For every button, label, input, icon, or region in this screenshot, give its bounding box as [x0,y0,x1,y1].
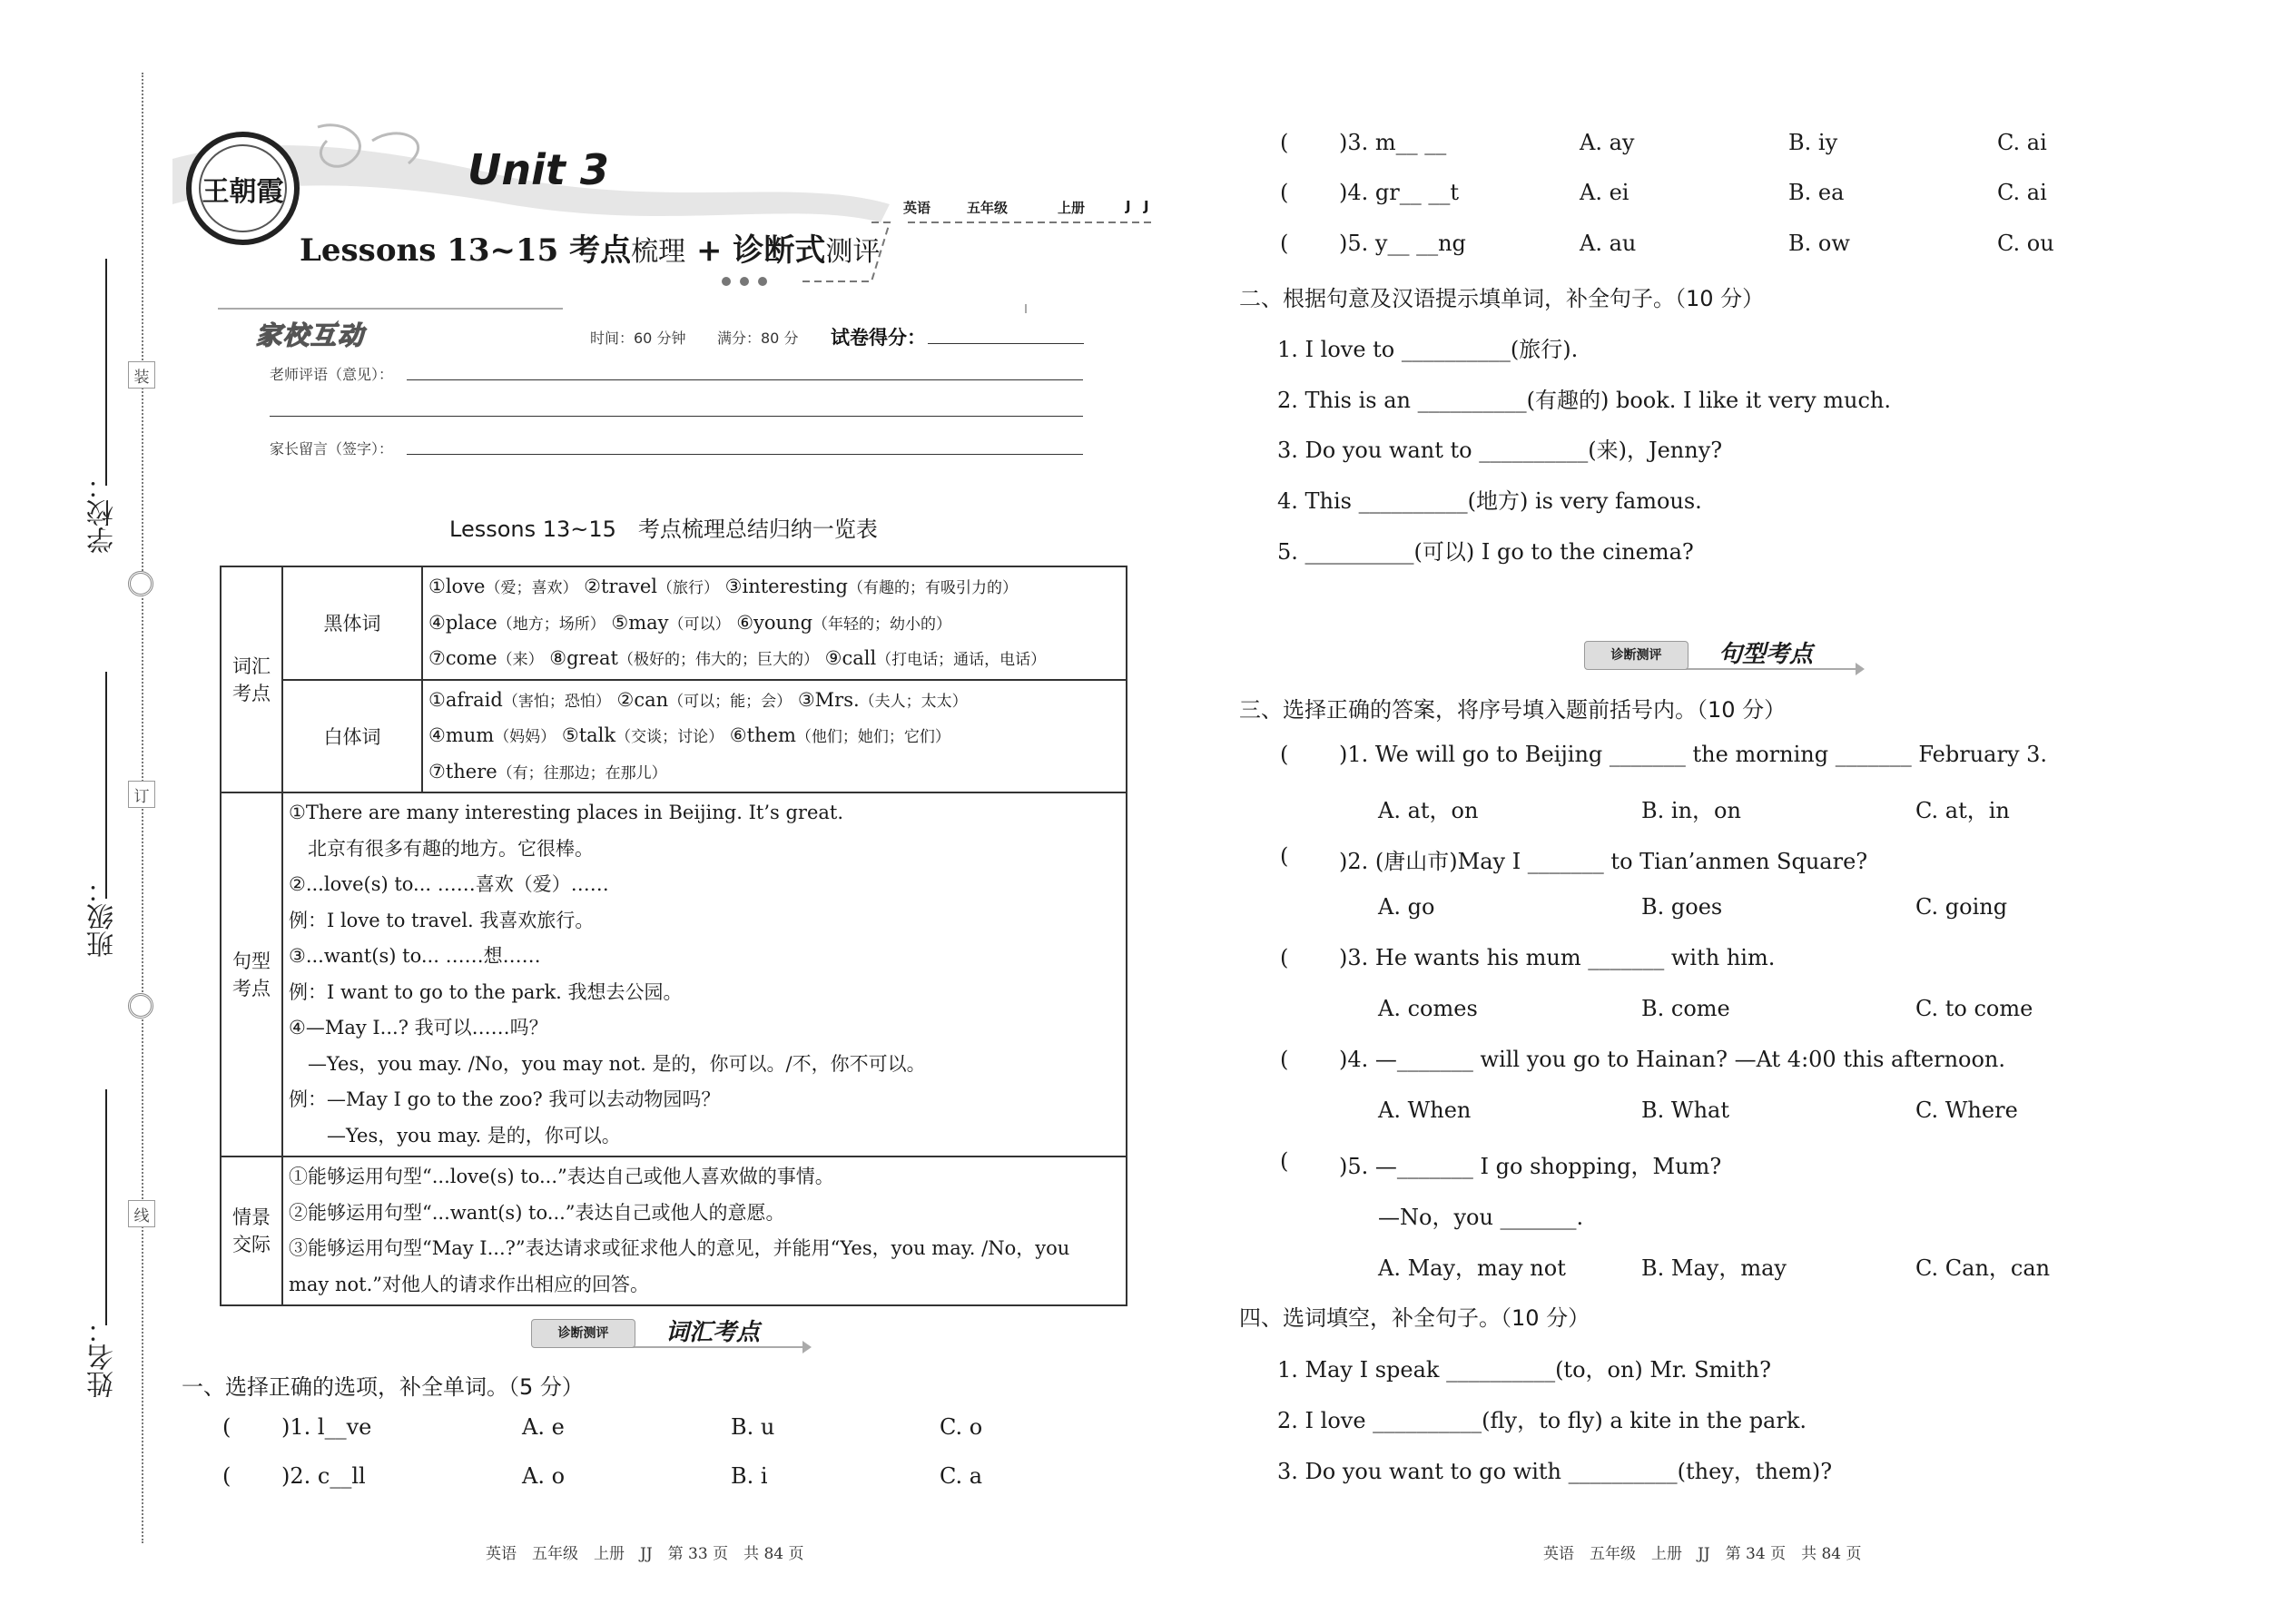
part3-title: 三、选择正确的答案，将序号填入题前括号内。（10 分） [1239,697,1787,723]
summary-table [220,566,1127,1306]
lesson-title-b: 梳理 [631,236,686,268]
situation-cell [282,1156,1127,1305]
part2-q3[interactable]: 3. Do you want to __________(来)，Jenny? [1277,438,1723,463]
answer-paren-open[interactable]: ( [1280,231,1289,256]
vocab-category [221,566,282,792]
sentence-cat-2: 考点 [232,977,271,999]
situation-line: ③能够运用句型“May I...?”表达请求或征求他人的意见，并能用“Yes，you may. /No，you [289,1237,1070,1259]
unit-title: Unit 3 [468,145,609,194]
lesson-plus: + [696,232,723,269]
sentence-line: 北京有很多有趣的地方。它很棒。 [289,837,594,860]
option-c[interactable]: C. at，in [1915,798,2010,823]
sentence-line: —Yes，you may. 是的，你可以。 [289,1124,621,1147]
answer-paren-open[interactable]: ( [1280,1047,1289,1072]
sentence-line: ②...love(s) to... ……喜欢（爱）…… [289,873,609,895]
sentence-line: ①There are many interesting places in Beijing. It’s great. [289,802,843,823]
plain-words-cell [422,680,1127,793]
plain-words-line: ④mum（妈妈） ⑤talk（交谈；讨论） ⑥them（他们；她们；它们） [428,724,950,746]
part4-q1[interactable]: 1. May I speak __________(to，on) Mr. Smith? [1277,1357,1771,1383]
option-b[interactable]: B. i [731,1463,768,1489]
situation-line: ②能够运用句型“...want(s) to...”表达自己或他人的意愿。 [289,1201,785,1224]
teacher-comment-line-2[interactable] [270,416,1083,417]
lesson-title-c: 诊断式 [733,232,826,269]
part2-title: 二、根据句意及汉语提示填单词，补全句子。（10 分） [1239,286,1765,311]
part4-q3[interactable]: 3. Do you want to go with __________(they，them)? [1277,1459,1833,1484]
part4-q2[interactable]: 2. I love __________(fly，to fly) a kite in the park. [1277,1408,1807,1433]
option-a[interactable]: A. comes [1378,996,1478,1021]
plain-words-line: ①afraid（害怕；恐怕） ②can（可以；能；会） ③Mrs.（夫人；太太） [428,688,968,711]
header-tag-volume: 上册 [1058,200,1086,216]
option-b[interactable]: B. iy [1788,130,1838,155]
school-blank [105,259,107,486]
answer-paren-open[interactable]: ( [222,1463,231,1489]
option-a[interactable]: A. go [1378,894,1435,920]
part3-q5-reply: —No，you _______. [1378,1205,1584,1230]
parent-comment-label: 家长留言（签字）： [270,440,394,458]
vocab-banner [531,1312,822,1357]
option-b[interactable]: B. May，may [1641,1255,1787,1281]
option-c[interactable]: C. going [1915,894,2008,920]
time-limit: 时间：60 分钟 [590,330,686,347]
paper-score-blank[interactable] [928,343,1084,344]
full-score: 满分：80 分 [717,330,799,347]
option-b[interactable]: B. What [1641,1097,1729,1123]
situation-cat-2: 交际 [232,1234,271,1255]
option-c[interactable]: C. a [940,1463,983,1489]
situation-category [221,1156,282,1305]
answer-paren-open[interactable]: ( [222,1414,231,1440]
class-label: 班级： [87,876,119,958]
binding-hole [128,993,153,1019]
banner-pill: 诊断测评 [1584,641,1689,670]
part4-title: 四、选词填空，补全句子。（10 分） [1239,1305,1590,1331]
part3-q1-stem: )1. We will go to Beijing _______ the morning _______ February 3. [1339,742,2048,767]
sentence-cell [282,792,1127,1156]
plain-words-line: ⑦there（有；往那边；在那儿） [428,760,667,782]
paper-score-label: 试卷得分： [831,327,926,349]
part1-title: 一、选择正确的选项，补全单词。（5 分） [182,1374,584,1400]
option-b[interactable]: B. u [731,1414,775,1440]
part2-q4[interactable]: 4. This __________(地方) is very famous. [1277,488,1702,514]
school-label: 学校： [87,472,119,554]
binding-dotted-line [142,73,143,1543]
home-school-banner: 家校互动 [256,320,366,350]
header-decoration [163,123,1162,313]
option-a[interactable]: A. ay [1580,130,1635,155]
sentence-line: 例：I want to go to the park. 我想去公园。 [289,980,683,1003]
answer-paren-open[interactable]: ( [1280,742,1289,767]
publisher-logo [186,132,300,245]
part3-q5-stem: )5. —_______ I go shopping，Mum? [1339,1154,1722,1179]
option-c[interactable]: C. Can，can [1915,1255,2051,1281]
situation-cat-1: 情景 [232,1206,271,1228]
binding-tag-zhuang: 装 [128,361,155,389]
option-b[interactable]: B. in，on [1641,798,1741,823]
banner-title: 句型考点 [1718,641,1814,668]
part1-q4-stem: )4. gr__ __t [1339,180,1460,205]
footer-right: 英语 五年级 上册 JJ 第 34 页 共 84 页 [1543,1545,1862,1563]
binding-tag-xian: 线 [128,1200,155,1227]
part3-q2-stem: )2. (唐山市)May I _______ to Tian’anmen Square? [1339,849,1868,874]
sentence-line: ④—May I...? 我可以……吗？ [289,1017,548,1038]
answer-paren-open[interactable]: ( [1280,945,1289,970]
header-tag-j2: J [1144,198,1149,214]
vocab-cat-1: 词汇 [232,655,271,677]
option-a[interactable]: A. ei [1580,180,1629,205]
binding-hole [128,571,153,596]
answer-paren-open[interactable]: ( [1280,1148,1289,1174]
vocab-cat-2: 考点 [232,682,271,704]
sentence-cat-1: 句型 [232,950,271,972]
teacher-comment-label: 老师评语（意见）： [270,366,394,383]
sentence-line: ③...want(s) to... ……想…… [289,945,541,967]
part1-q5-stem: )5. y__ __ng [1339,231,1466,256]
lesson-title [300,225,880,270]
part2-q2[interactable]: 2. This is an __________(有趣的) book. I like it very much. [1277,388,1891,413]
part3-q4-stem: )4. —_______ will you go to Hainan? —At 4:00 this afternoon. [1339,1047,2006,1072]
lesson-range: Lessons 13~15 [300,232,559,269]
sentence-line: 例：I love to travel. 我喜欢旅行。 [289,909,595,931]
option-c[interactable]: C. o [940,1414,983,1440]
parent-comment-line[interactable] [407,454,1083,455]
header-tag-grade: 五年级 [967,200,1009,216]
part1-q2-stem: )2. c__ll [281,1463,366,1489]
banner-pill: 诊断测评 [531,1319,635,1348]
sentence-line: —Yes，you may. /No，you may not. 是的，你可以。/不，你不可以。 [289,1052,926,1075]
option-b[interactable]: B. ea [1788,180,1845,205]
sentence-category [221,792,282,1156]
part3-q3-stem: )3. He wants his mum _______ with him. [1339,945,1776,970]
header-tag-j1: J [1126,198,1131,214]
option-c[interactable]: C. ai [1997,130,2047,155]
option-c[interactable]: C. ou [1997,231,2054,256]
plain-words-label: 白体词 [282,680,422,793]
binding-tag-ding: 订 [128,781,155,808]
bold-words-line: ①love（爱；喜欢） ②travel（旅行） ③interesting（有趣的；有吸引力的） [428,576,1018,597]
option-a[interactable]: A. au [1580,231,1637,256]
lesson-title-a: 考点 [569,232,632,269]
bold-words-cell [422,566,1127,680]
option-c[interactable]: C. to come [1915,996,2033,1021]
part1-q3-stem: )3. m__ __ [1339,130,1447,155]
header-tag-subject: 英语 [903,200,931,216]
bold-words-label: 黑体词 [282,566,422,680]
part1-q1-stem: )1. l__ve [281,1414,372,1440]
option-a[interactable]: A. o [522,1463,566,1489]
bold-words-line: ⑦come（来） ⑧great（极好的；伟大的；巨大的） ⑨call（打电话；通话，电话） [428,647,1047,669]
class-blank [105,672,107,899]
footer-left: 英语 五年级 上册 JJ 第 33 页 共 84 页 [486,1545,804,1563]
option-c[interactable]: C. ai [1997,180,2047,205]
name-label: 姓名： [87,1316,119,1398]
lesson-title-d: 测评 [825,236,881,268]
answer-paren-open[interactable]: ( [1280,130,1289,155]
option-a[interactable]: A. When [1378,1097,1472,1123]
option-a[interactable]: A. e [522,1414,565,1440]
banner-title: 词汇考点 [665,1319,761,1346]
summary-title: Lessons 13~15 考点梳理总结归纳一览表 [449,517,878,542]
option-b[interactable]: B. goes [1641,894,1723,920]
situation-line: ①能够运用句型“...love(s) to...”表达自己或他人喜欢做的事情。 [289,1166,834,1187]
answer-paren-open[interactable]: ( [1280,180,1289,205]
sentence-banner [1584,634,1875,679]
part2-q1[interactable]: 1. I love to __________(旅行). [1277,337,1579,362]
logo-text: 王朝霞 [202,175,284,208]
option-b[interactable]: B. come [1641,996,1730,1021]
option-b[interactable]: B. ow [1788,231,1850,256]
sentence-line: 例：—May I go to the zoo? 我可以去动物园吗？ [289,1088,721,1110]
option-a[interactable]: A. May，may not [1378,1255,1566,1281]
bold-words-line: ④place（地方；场所） ⑤may（可以） ⑥young（年轻的；幼小的） [428,611,952,634]
answer-paren-open[interactable]: ( [1280,843,1289,869]
option-c[interactable]: C. Where [1915,1097,2018,1123]
option-a[interactable]: A. at，on [1378,798,1479,823]
teacher-comment-line[interactable] [407,379,1083,380]
situation-line: may not.”对他人的请求作出相应的回答。 [289,1273,649,1295]
part2-q5[interactable]: 5. __________(可以) I go to the cinema? [1277,539,1694,565]
